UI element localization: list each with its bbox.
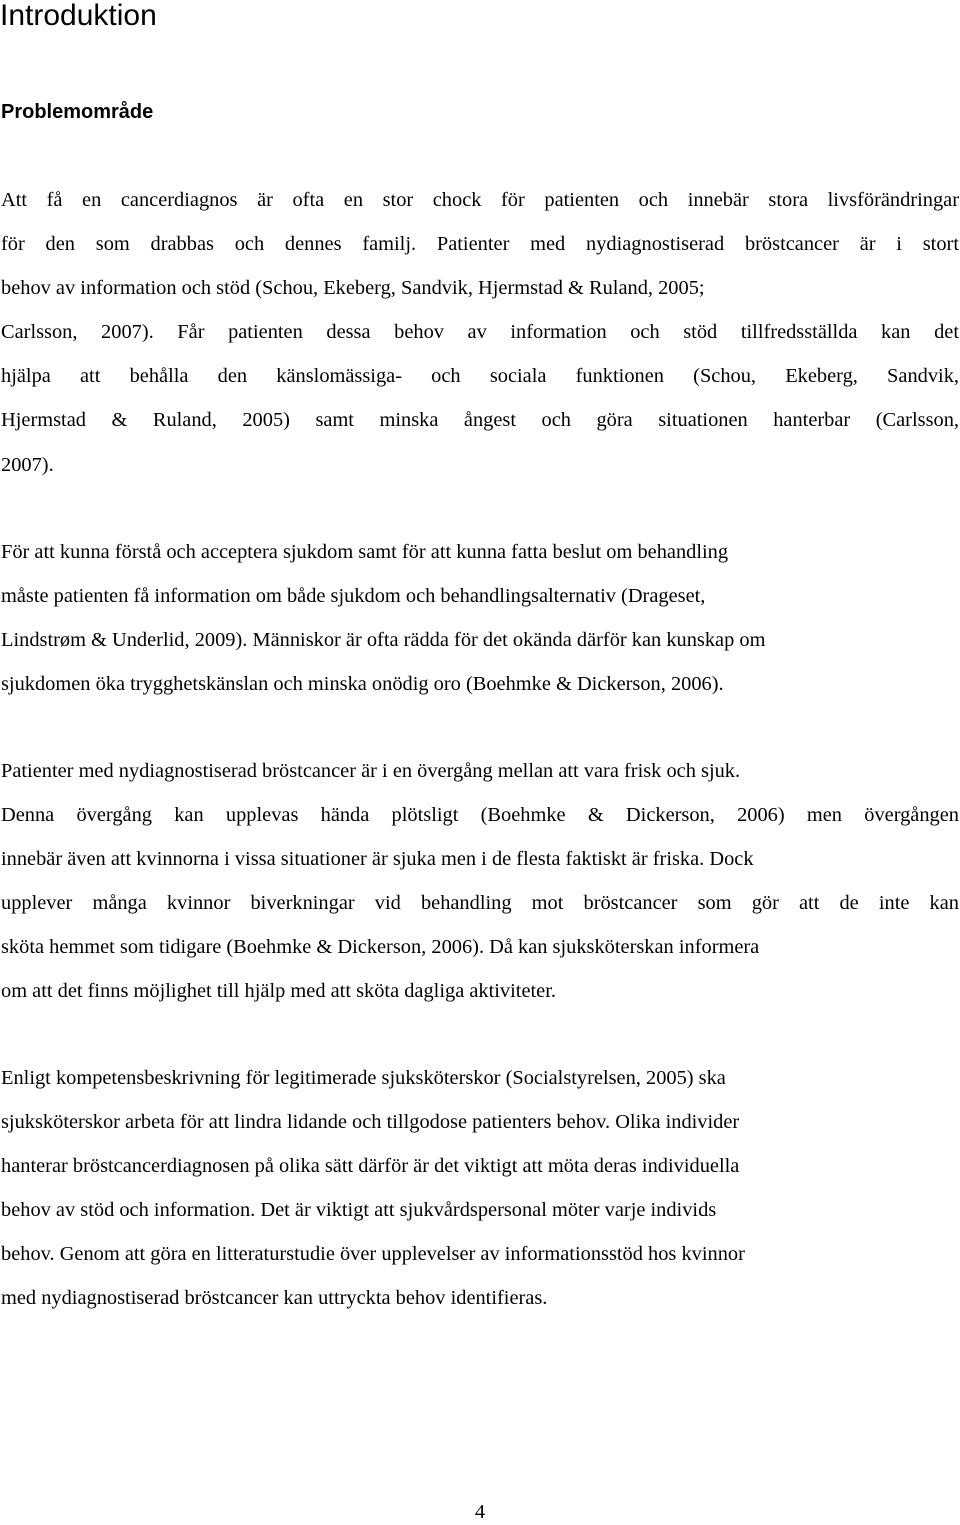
text-line: med nydiagnostiserad bröstcancer kan uttryckta behov identifieras. xyxy=(1,1287,548,1310)
text-line: behov av stöd och information. Det är viktigt att sjukvårdspersonal möter varje individs xyxy=(1,1199,717,1222)
text-line: sköta hemmet som tidigare (Boehmke & Dickerson, 2006). Då kan sjuksköterskan informera xyxy=(1,936,760,959)
text-line: för den som drabbas och dennes familj. Patienter med nydiagnostiserad bröstcancer är i stort xyxy=(1,233,959,256)
paragraph-1 xyxy=(1,178,959,487)
paragraph-4 xyxy=(1,1056,959,1321)
text-line: måste patienten få information om både sjukdom och behandlingsalternativ (Drageset, xyxy=(1,585,706,608)
text-line: behov. Genom att göra en litteraturstudie över upplevelser av informationsstöd hos kvinnor xyxy=(1,1243,745,1266)
text-line: Att få en cancerdiagnos är ofta en stor chock för patienten och innebär stora livsförändringar xyxy=(1,189,959,211)
text-line: Lindstrøm & Underlid, 2009). Människor är ofta rädda för det okända därför kan kunskap om xyxy=(1,629,766,652)
paragraph-3 xyxy=(1,749,959,1014)
text-line: Denna övergång kan upplevas hända plötsligt (Boehmke & Dickerson, 2006) men övergången xyxy=(1,804,959,827)
paragraph-2 xyxy=(1,530,959,706)
page-number: 4 xyxy=(474,1501,486,1523)
chapter-title: Introduktion xyxy=(0,0,157,32)
text-line: hanterar bröstcancerdiagnosen på olika sätt därför är det viktigt att möta deras individuella xyxy=(1,1155,740,1178)
text-line: Enligt kompetensbeskrivning för legitimerade sjuksköterskor (Socialstyrelsen, 2005) ska xyxy=(1,1067,726,1089)
section-title: Problemområde xyxy=(1,101,154,123)
text-line: För att kunna förstå och acceptera sjukdom samt för att kunna fatta beslut om behandling xyxy=(1,541,729,563)
text-line: behov av information och stöd (Schou, Ekeberg, Sandvik, Hjermstad & Ruland, 2005; xyxy=(1,277,705,300)
text-line: Carlsson, 2007). Får patienten dessa behov av information och stöd tillfredsställda kan det xyxy=(1,321,959,344)
text-line: sjukdomen öka trygghetskänslan och minska onödig oro (Boehmke & Dickerson, 2006). xyxy=(1,673,724,696)
text-line: om att det finns möjlighet till hjälp med att sköta dagliga aktiviteter. xyxy=(1,980,556,1003)
text-line: sjuksköterskor arbeta för att lindra lidande och tillgodose patienters behov. Olika individer xyxy=(1,1111,740,1134)
text-line: Patienter med nydiagnostiserad bröstcancer är i en övergång mellan att vara frisk och sjuk. xyxy=(1,760,741,782)
text-line: 2007). xyxy=(1,453,54,476)
text-line: Hjermstad & Ruland, 2005) samt minska ångest och göra situationen hanterbar (Carlsson, xyxy=(1,409,959,432)
text-line: upplever många kvinnor biverkningar vid behandling mot bröstcancer som gör att de inte kan xyxy=(1,892,959,915)
text-line: hjälpa att behålla den känslomässiga- och sociala funktionen (Schou, Ekeberg, Sandvik, xyxy=(1,365,959,388)
text-line: innebär även att kvinnorna i vissa situationer är sjuka men i de flesta faktiskt är friska. Dock xyxy=(1,848,754,871)
